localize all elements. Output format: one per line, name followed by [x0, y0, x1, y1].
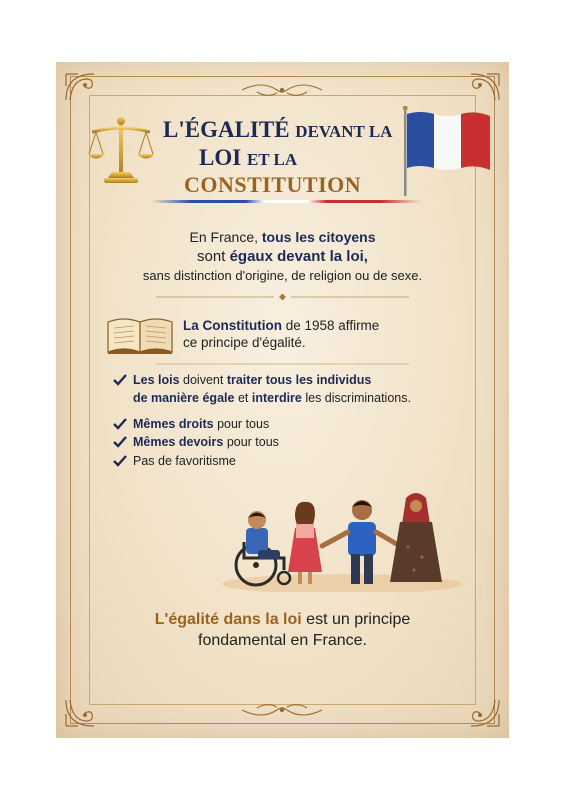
checkmark-icon: [113, 436, 127, 448]
corner-flourish-icon: [457, 696, 501, 730]
intro-line-2: sont égaux devant la loi,: [197, 248, 368, 265]
bottom-flourish-icon: [237, 700, 327, 720]
scales-of-justice-icon: [86, 114, 156, 188]
constitution-line-1: La Constitution de 1958 affirme: [183, 318, 380, 333]
conclusion-line-1: L'égalité dans la loi est un principe: [154, 611, 411, 628]
bullet-text: Mêmes devoirs pour tous: [133, 435, 279, 449]
bullet-text: Pas de favoritisme: [133, 454, 236, 468]
section-divider: [156, 293, 409, 301]
section-divider: [156, 360, 409, 368]
checkmark-icon: [113, 455, 127, 467]
title-line-1: L'ÉGALITÉ DEVANT LA: [163, 117, 393, 142]
poster: [56, 62, 509, 738]
corner-flourish-icon: [64, 70, 108, 104]
constitution-line-2: ce principe d'égalité.: [183, 335, 306, 350]
french-flag-icon: [400, 106, 494, 198]
corner-flourish-icon: [457, 70, 501, 104]
bullet-text: Les lois doivent traiter tous les individus: [133, 373, 372, 387]
intro-line-3: sans distinction d'origine, de religion ou de sexe.: [142, 268, 423, 283]
diverse-family-illustration: [222, 462, 462, 592]
woman-in-hijab-figure: [390, 493, 442, 582]
checkmark-icon: [113, 418, 127, 430]
wheelchair-child-figure: [236, 511, 290, 585]
title-line-2: LOI ET LA: [199, 145, 298, 170]
girl-figure: [288, 502, 322, 584]
bullet-text: Mêmes droits pour tous: [133, 417, 270, 431]
checkmark-icon: [113, 374, 127, 386]
corner-flourish-icon: [64, 696, 108, 730]
top-flourish-icon: [237, 80, 327, 100]
bullet-text-continued: de manière égale et interdire les discriminations.: [133, 391, 411, 405]
title-line-3: CONSTITUTION: [184, 172, 362, 197]
conclusion-line-2: fondamental en France.: [198, 632, 367, 649]
boy-figure: [322, 500, 400, 584]
intro-line-1: En France, tous les citoyens: [189, 229, 376, 245]
tricolor-rule: [151, 200, 421, 203]
open-book-icon: [106, 312, 174, 354]
